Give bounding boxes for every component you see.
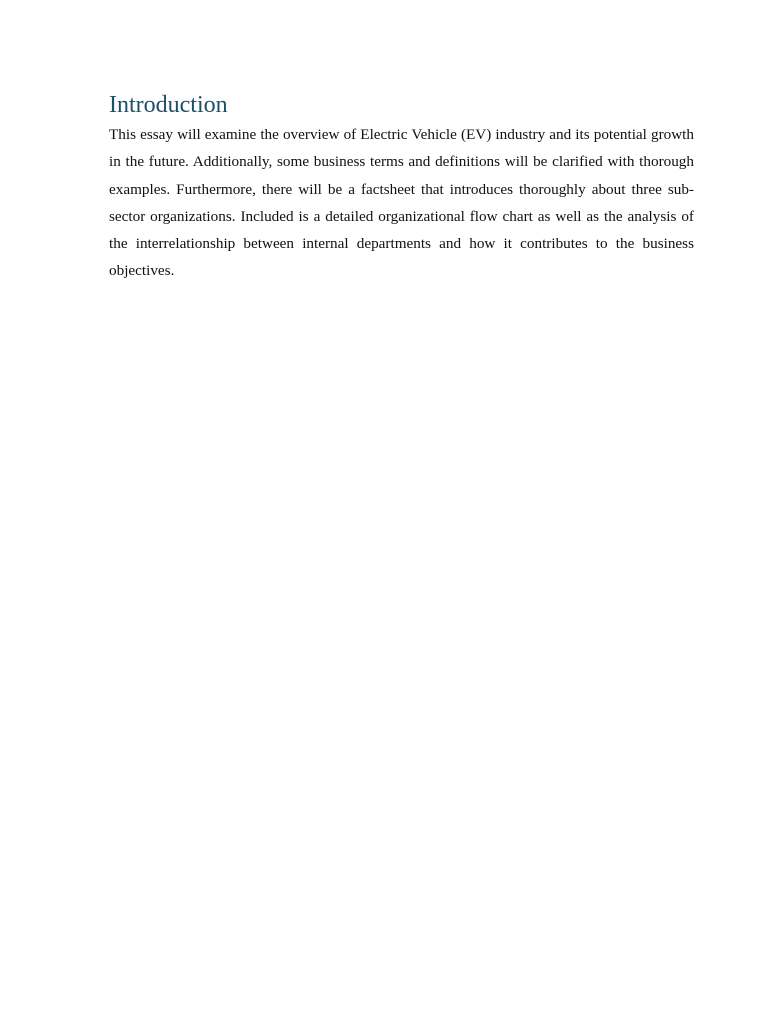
introduction-section — [109, 90, 694, 285]
introduction-paragraph: This essay will examine the overview of Electric Vehicle (EV) industry and its potential growth in the future. Additionally, some business terms and definitions will be clarified with thorough examples. Furthermore, there will be a factsheet that introduces thoroughly about three sub-sector organizations. Included is a detailed organizational flow chart as well as the analysis of the interrelationship between internal departments and how it contributes to the business objectives. — [109, 126, 694, 280]
section-heading: Introduction — [109, 92, 228, 118]
